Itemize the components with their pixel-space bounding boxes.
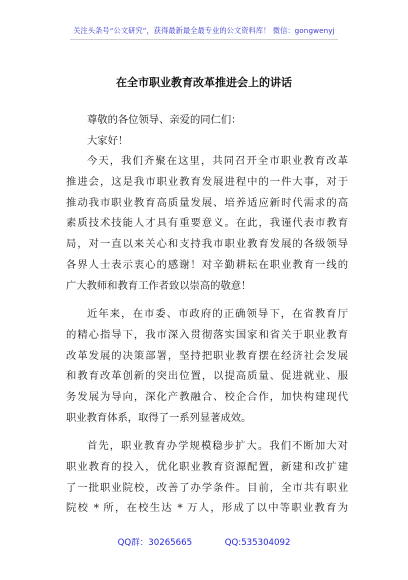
greeting: 大家好！: [87, 134, 129, 147]
paragraph-2: [66, 304, 348, 428]
footer-qq: QQ:535304092: [224, 538, 291, 548]
paragraph-line: 院校 * 所，在校生达 * 万人，形成了以中等职业教育为: [66, 502, 348, 515]
paragraph-line: 的精心指导下，我市深入贯彻落实国家和省关于职业教育: [66, 328, 348, 341]
salutation: 尊敬的各位领导、亲爱的同仁们：: [87, 114, 242, 126]
paragraph-line: 首先，职业教育办学规模稳步扩大。我们不断加大对: [87, 440, 348, 453]
paragraph-1: [66, 151, 348, 296]
paragraph-line: 局，对一直以来关心和支持我市职业教育发展的各级领导: [66, 238, 348, 251]
header-divider: [70, 39, 338, 40]
paragraph-line: 近年来，在市委、市政府的正确领导下，在省教育厅: [87, 308, 348, 321]
paragraph-line: 各界人士表示衷心的感谢！对辛勤耕耘在职业教育一线的: [66, 258, 348, 271]
paragraph-line: 推进会，这是我市职业教育发展进程中的一件大事，对于: [66, 176, 348, 189]
paragraph-gap: [66, 428, 348, 436]
paragraph-line: 职业教育的投入，优化职业教育资源配置，新建和改扩建: [66, 461, 348, 473]
paragraph-line: 和教育改革创新的突出位置，以提高质量、促进就业、服: [66, 370, 348, 383]
paragraph-line: 推动我市职业教育高质量发展、培养适应新时代需求的高: [66, 196, 348, 209]
footer-qq-group: QQ群：30265665: [117, 538, 193, 548]
paragraph-line: 今天，我们齐聚在这里，共同召开全市职业教育改革: [87, 155, 348, 168]
paragraph-line: 素质技术技能人才具有重要意义。在此，我谨代表市教育: [66, 217, 348, 230]
header-banner: 关注头条号“公文研究”，获得最新最全最专业的公文资料库！ 微信：gongwenyj: [73, 26, 335, 35]
paragraph-line: 了一批职业院校，改善了办学条件。目前，全市共有职业: [66, 481, 348, 494]
document-title: 在全市职业教育改革推进会上的讲话: [116, 76, 292, 89]
paragraph-line: 职业教育体系，取得了一系列显著成效。: [66, 411, 252, 424]
paragraph-line: 广大教师和教育工作者致以崇高的敬意！: [66, 279, 252, 292]
footer-contacts: [0, 536, 408, 548]
paragraph-line: 改革发展的决策部署，坚持把职业教育摆在经济社会发展: [66, 349, 348, 362]
document-body: [66, 110, 348, 519]
paragraph-line: 务发展为导向，深化产教融合、校企合作，加快构建现代: [66, 390, 348, 403]
paragraph-3: [66, 436, 348, 519]
paragraph-gap: [66, 296, 348, 304]
